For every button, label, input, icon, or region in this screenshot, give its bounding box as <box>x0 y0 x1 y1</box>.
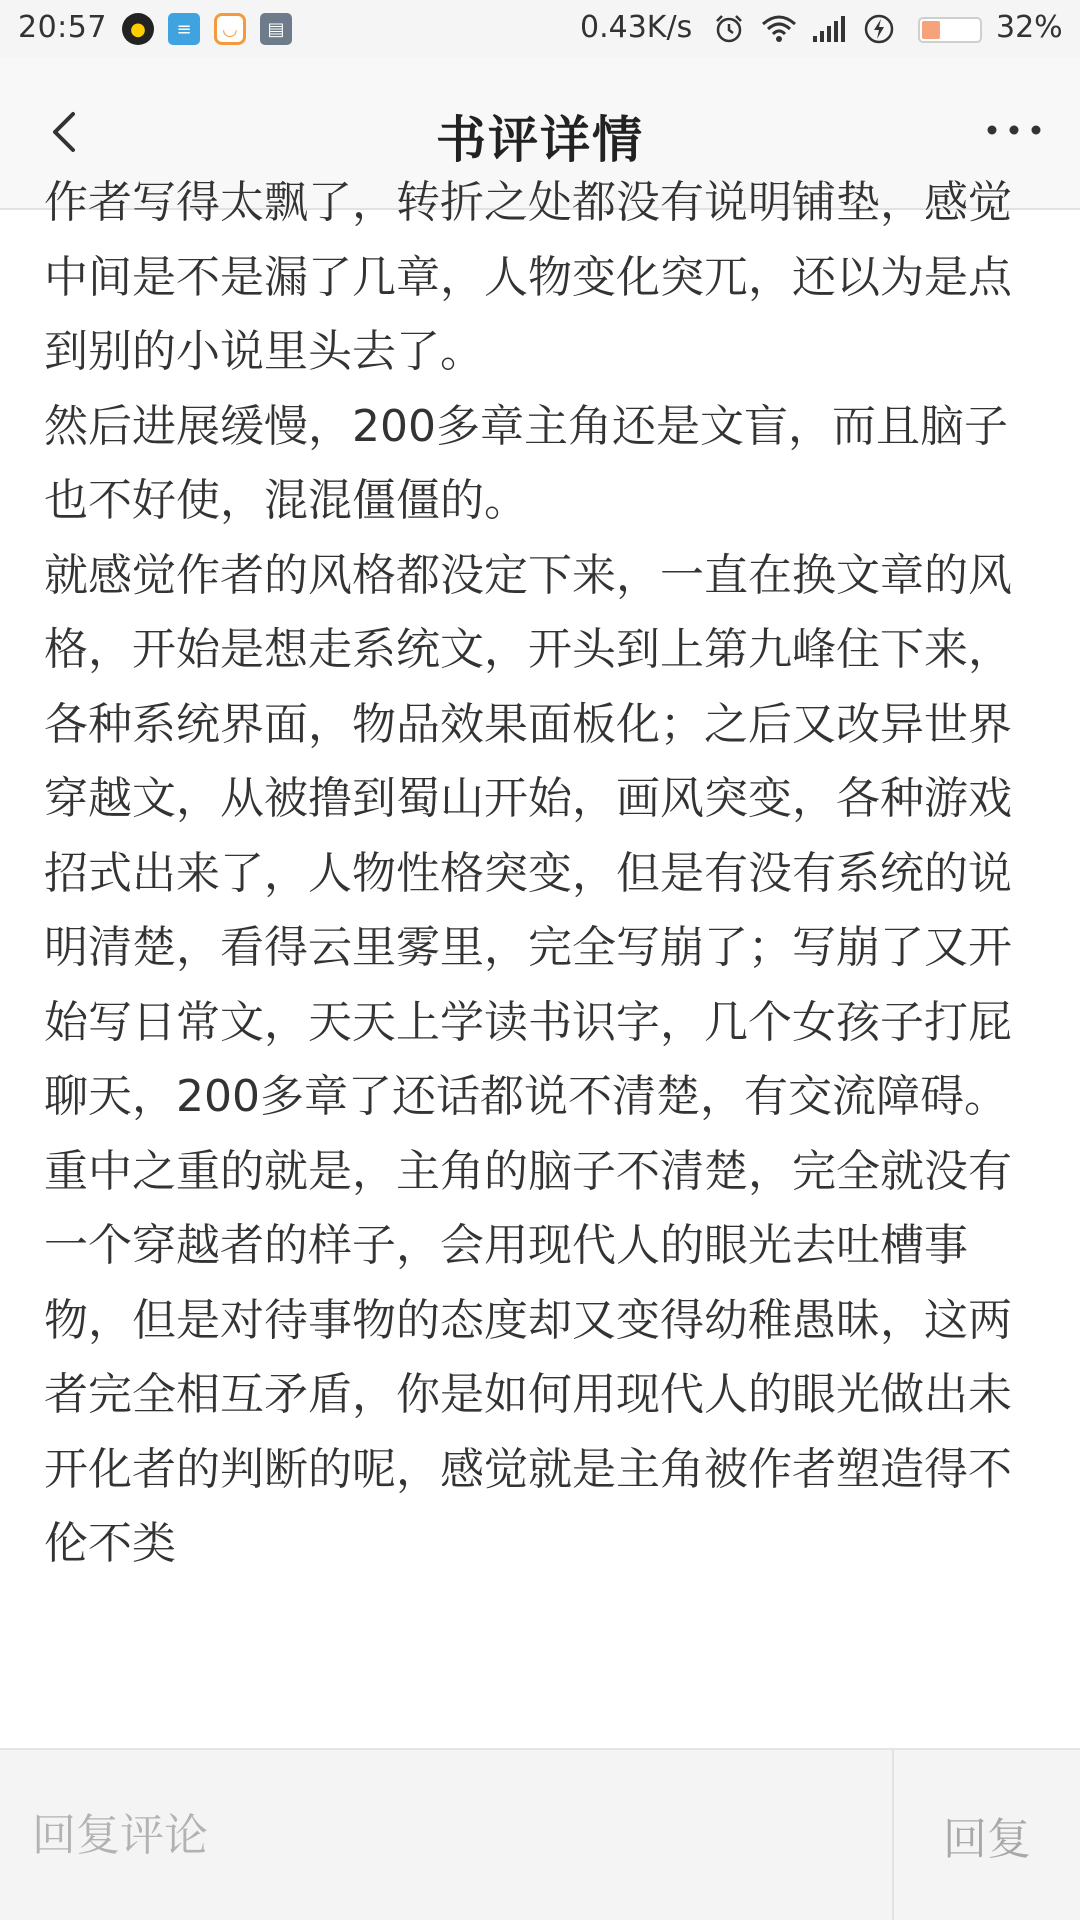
review-body <box>44 166 1044 1582</box>
reply-comment-input[interactable] <box>0 1750 892 1920</box>
more-dots-icon <box>986 124 1042 136</box>
review-paragraph: 作者写得太飘了，转折之处都没有说明铺垫，感觉中间是不是漏了几章，人物变化突兀，还以为是点到别的小说里头去了。 <box>44 177 1012 377</box>
review-content-scroll[interactable] <box>0 177 1080 1748</box>
more-button[interactable] <box>982 110 1046 150</box>
battery-icon <box>918 17 982 43</box>
browser-icon: ≡ <box>168 13 200 45</box>
reply-bar <box>0 1748 1080 1920</box>
charging-icon <box>862 12 896 46</box>
review-paragraph: 然后进展缓慢，200多章主角还是文盲，而且脑子也不好使，混混僵僵的。 <box>44 400 1008 526</box>
battery-percent: 32% <box>996 10 1063 45</box>
system-icons <box>712 12 896 46</box>
shop-icon: ◡ <box>214 13 246 45</box>
review-paragraph: 重中之重的就是，主角的脑子不清楚，完全就没有一个穿越者的样子，会用现代人的眼光去吐槽事物，但是对待事物的态度却又变得幼稚愚昧，这两者完全相互矛盾，你是如何用现代人的眼光做出未开化者的判断的呢，感觉就是主角被作者塑造得不伦不类 <box>44 1145 1012 1569</box>
reply-button[interactable]: 回复 <box>894 1750 1080 1920</box>
notification-icons <box>122 13 292 45</box>
document-icon: ▤ <box>260 13 292 45</box>
battery-level-fill <box>922 21 940 39</box>
status-time: 20:57 <box>18 10 107 45</box>
alarm-icon <box>712 12 746 46</box>
status-bar <box>0 0 1080 58</box>
qq-icon: ● <box>122 13 154 45</box>
net-speed: 0.43K/s <box>580 10 693 45</box>
signal-icon <box>812 12 846 46</box>
wifi-icon <box>762 12 796 46</box>
review-paragraph: 就感觉作者的风格都没定下来，一直在换文章的风格，开始是想走系统文，开头到上第九峰住下来，各种系统界面，物品效果面板化；之后又改异世界穿越文，从被撸到蜀山开始，画风突变，各种游戏招式出来了，人物性格突变，但是有没有系统的说明清楚，看得云里雾里，完全写崩了；写崩了又开始写日常文，天天上学读书识字，几个女孩子打屁聊天，200多章了还话都说不清楚，有交流障碍。 <box>44 549 1012 1122</box>
page-title: 书评详情 <box>436 111 644 169</box>
